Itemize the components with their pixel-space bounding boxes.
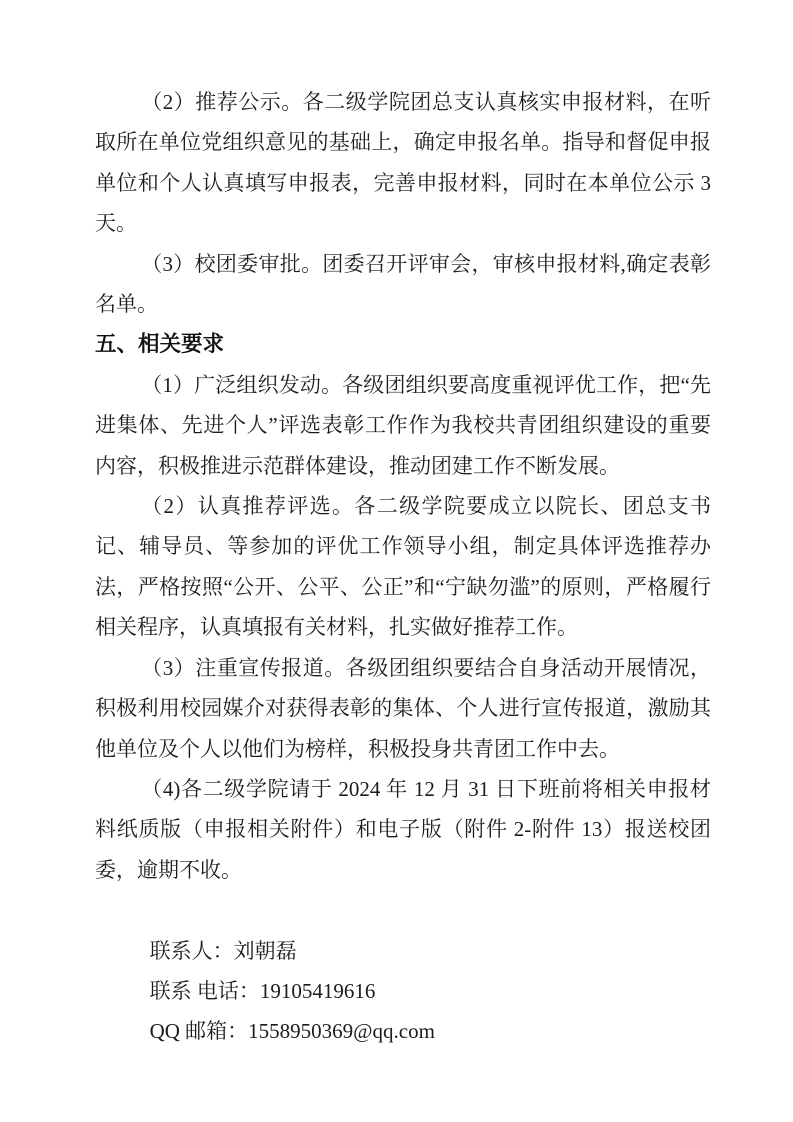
contact-phone-line: 联系 电话：19105419616 <box>149 978 376 1003</box>
contact-person-line: 联系人：刘朝磊 <box>149 938 297 963</box>
section-heading-related-requirements: 五、相关要求 <box>95 332 225 357</box>
paragraph-committee-approval: （3）校团委审批。团委召开评审会，审核申报材料,确定表彰名单。 <box>95 251 711 317</box>
paragraph-submission-deadline: （4)各二级学院请于 2024 年 12 月 31 日下班前将相关申报材料纸质版（申报相关附件）和电子版（附件 2-附件 13）报送校团委，逾期不收。 <box>95 776 711 882</box>
document-content <box>95 82 711 1052</box>
blank-line-spacer <box>95 890 711 930</box>
paragraph-broad-mobilization: （1）广泛组织发动。各级团组织要高度重视评优工作，把“先进集体、先进个人”评选表彰工作作为我校共青团组织建设的重要内容，积极推进示范群体建设，推动团建工作不断发展。 <box>95 372 711 478</box>
paragraph-recommendation-publicity: （2）推荐公示。各二级学院团总支认真核实申报材料，在听取所在单位党组织意见的基础上，确定申报名单。指导和督促申报单位和个人认真填写申报表，完善申报材料，同时在本单位公示 3 天。 <box>95 90 711 236</box>
paragraph-earnest-selection: （2）认真推荐评选。各二级学院要成立以院长、团总支书记、辅导员、等参加的评优工作领导小组，制定具体评选推荐办法，严格按照“公开、公平、公正”和“宁缺勿滥”的原则，严格履行相关程序，认真填报有关材料，扎实做好推荐工作。 <box>95 494 711 640</box>
paragraph-publicity-reporting: （3）注重宣传报道。各级团组织要结合自身活动开展情况，积极利用校园媒介对获得表彰的集体、个人进行宣传报道，激励其他单位及个人以他们为榜样，积极投身共青团工作中去。 <box>95 655 711 761</box>
contact-email-line: QQ 邮箱：1558950369@qq.com <box>149 1019 435 1044</box>
